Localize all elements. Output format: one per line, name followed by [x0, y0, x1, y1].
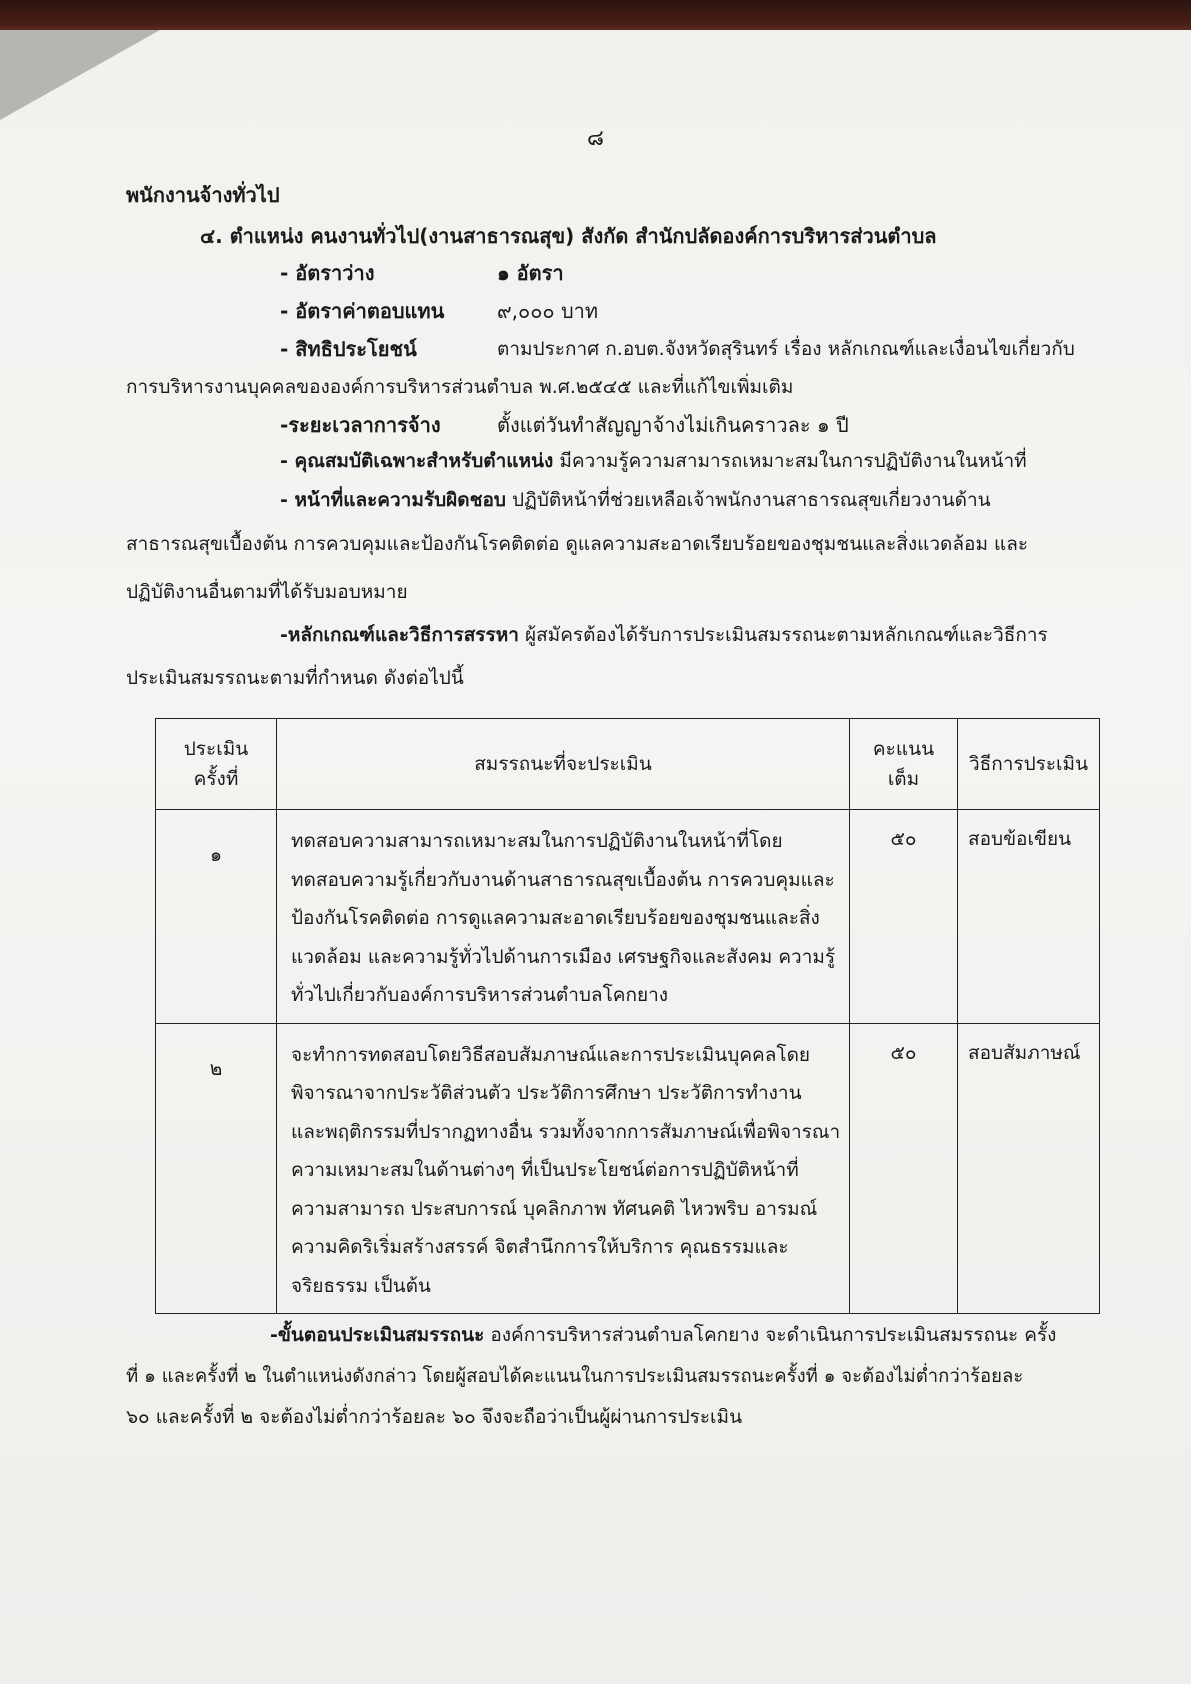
vacancy-label: - อัตราว่าง [280, 261, 375, 285]
row2-method: สอบสัมภาษณ์ [958, 1023, 1100, 1314]
folded-corner [0, 30, 160, 120]
header-round-line2: ครั้งที่ [193, 768, 239, 790]
assessment-table [155, 718, 1100, 1314]
duties-label: - หน้าที่และความรับผิดชอบ [280, 489, 506, 511]
header-score [850, 719, 958, 810]
procedure-line-1 [270, 1321, 1056, 1349]
benefits-continuation: การบริหารงานบุคคลขององค์การบริหารส่วนตำบล พ.ศ.๒๕๔๕ และที่แก้ไขเพิ่มเติม [126, 376, 794, 398]
position-heading: ๔. ตำแหน่ง คนงานทั่วไป(งานสาธารณสุข) สังกัด สำนักปลัดองค์การบริหารส่วนตำบล [200, 224, 937, 248]
duties-line-3: ปฏิบัติงานอื่นตามที่ได้รับมอบหมาย [126, 581, 408, 603]
row2-score: ๕๐ [850, 1023, 958, 1314]
duties-value: ปฏิบัติหน้าที่ช่วยเหลือเจ้าพนักงานสาธารณสุขเกี่ยวงานด้าน [512, 489, 991, 511]
row2-competency: จะทำการทดสอบโดยวิธีสอบสัมภาษณ์และการประเมินบุคคลโดยพิจารณาจากประวัติส่วนตัว ประวัติการศึกษา ประวัติการทำงาน และพฤติกรรมที่ปรากฏทางอื่น รวมทั้งจากการสัมภาษณ์เพื่อพิจารณาความเหมาะสมในด้านต่างๆ ที่เป็นประโยชน์ต่อการปฏิบัติหน้าที่ ความสามารถ ประสบการณ์ บุคลิกภาพ ทัศนคติ ไหวพริบ อารมณ์ ความคิดริเริ่มสร้างสรรค์ จิตสำนึกการให้บริการ คุณธรรมและจริยธรรม เป็นต้น [277, 1023, 850, 1314]
header-score-line1: คะแนน [872, 738, 935, 760]
criteria-value: ผู้สมัครต้องได้รับการประเมินสมรรถนะตามหลักเกณฑ์และวิธีการ [524, 624, 1048, 646]
header-score-line2: เต็ม [887, 768, 920, 790]
procedure-line-2: ที่ ๑ และครั้งที่ ๒ ในตำแหน่งดังกล่าว โดยผู้สอบได้คะแนนในการประเมินสมรรถนะครั้งที่ ๑ จะต้องไม่ต่ำกว่าร้อยละ [126, 1366, 1024, 1387]
row1-method: สอบข้อเขียน [958, 810, 1100, 1024]
header-competency: สมรรถนะที่จะประเมิน [277, 719, 850, 810]
criteria-label: -หลักเกณฑ์และวิธีการสรรหา [280, 624, 519, 646]
salary-label: - อัตราค่าตอบแทน [280, 299, 445, 323]
qualification-label: - คุณสมบัติเฉพาะสำหรับตำแหน่ง [280, 450, 554, 472]
section-title: พนักงานจ้างทั่วไป [126, 183, 280, 207]
duties-line-2: สาธารณสุขเบื้องต้น การควบคุมและป้องกันโรคติดต่อ ดูแลความสะอาดเรียบร้อยของชุมชนและสิ่งแวดล้อม และ [126, 533, 1029, 555]
table-header-row [156, 719, 1100, 810]
duties-line [280, 486, 991, 514]
criteria-line-2: ประเมินสมรรถนะตามที่กำหนด ดังต่อไปนี้ [126, 667, 464, 689]
salary-value: ๙,๐๐๐ บาท [497, 299, 599, 323]
vacancy-value: ๑ อัตรา [497, 261, 564, 285]
term-label: -ระยะเวลาการจ้าง [280, 413, 441, 437]
procedure-text-1: องค์การบริหารส่วนตำบลโคกยาง จะดำเนินการประเมินสมรรถนะ ครั้ง [490, 1324, 1057, 1346]
benefits-value: ตามประกาศ ก.อบต.จังหวัดสุรินทร์ เรื่อง หลักเกณฑ์และเงื่อนไขเกี่ยวกับ [497, 338, 1075, 360]
page-number: ๘ [587, 126, 604, 151]
criteria-line [280, 621, 1048, 649]
row1-competency: ทดสอบความสามารถเหมาะสมในการปฏิบัติงานในหน้าที่โดยทดสอบความรู้เกี่ยวกับงานด้านสาธารณสุขเบื้องต้น การควบคุมและป้องกันโรคติดต่อ การดูแลความสะอาดเรียบร้อยของชุมชนและสิ่งแวดล้อม และความรู้ทั่วไปด้านการเมือง เศรษฐกิจและสังคม ความรู้ทั่วไปเกี่ยวกับองค์การบริหารส่วนตำบลโคกยาง [277, 810, 850, 1024]
term-value: ตั้งแต่วันทำสัญญาจ้างไม่เกินคราวละ ๑ ปี [497, 413, 849, 437]
benefits-label: - สิทธิประโยชน์ [280, 337, 417, 361]
qualification-value: มีความรู้ความสามารถเหมาะสมในการปฏิบัติงานในหน้าที่ [559, 450, 1027, 472]
procedure-line-3: ๖๐ และครั้งที่ ๒ จะต้องไม่ต่ำกว่าร้อยละ ๖๐ จึงจะถือว่าเป็นผู้ผ่านการประเมิน [126, 1406, 743, 1428]
header-round-line1: ประเมิน [183, 738, 249, 760]
table-row [156, 1023, 1100, 1314]
row1-round: ๑ [156, 810, 277, 1024]
header-round [156, 719, 277, 810]
row1-score: ๕๐ [850, 810, 958, 1024]
header-method: วิธีการประเมิน [958, 719, 1100, 810]
procedure-label: -ขั้นตอนประเมินสมรรถนะ [270, 1324, 485, 1346]
qualification-line [280, 447, 1027, 475]
table-row [156, 810, 1100, 1024]
row2-round: ๒ [156, 1023, 277, 1314]
